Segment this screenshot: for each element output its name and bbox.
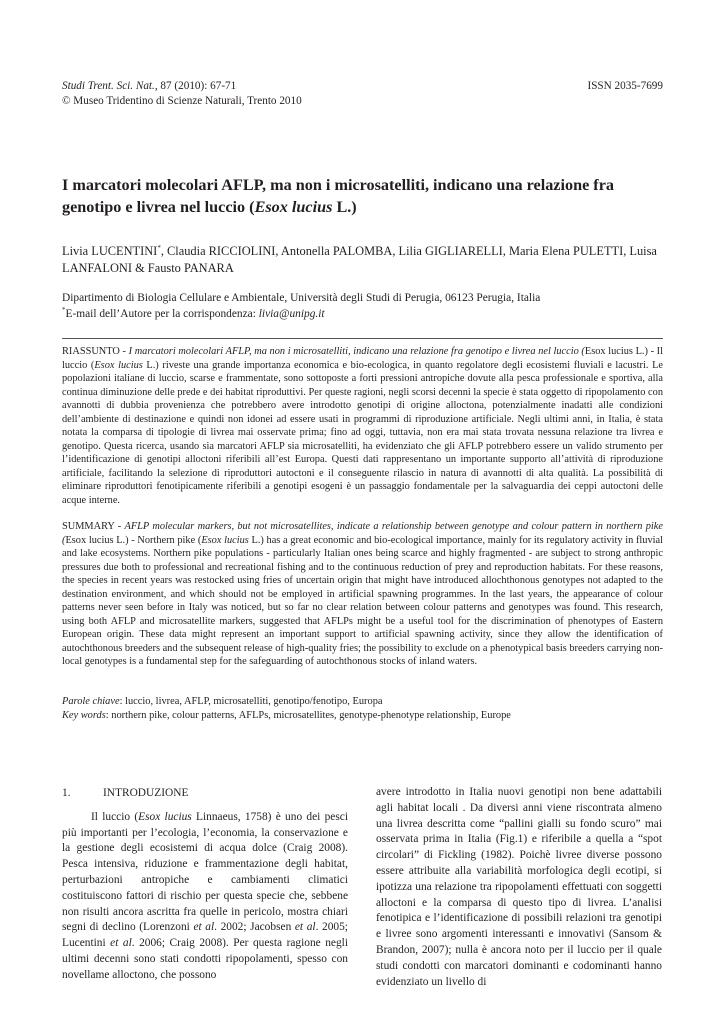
department: Dipartimento di Biologia Cellulare e Ambientale, Università degli Studi di Perugia, 06123 Perugia, Italia: [62, 292, 541, 304]
riassunto: RIASSUNTO - I marcatori molecolari AFLP, ma non i microsatelliti, indicano una relazione fra genotipo e livrea nel luccio (Esox lucius L.) - Il luccio (Esox lucius L.) riveste una grande importanza economica e bio-ecologica, in quanto regolatore degli ecosistemi fluviali e lacustri. Le popolazioni italiane di luccio, scarse e frammentate, sono sottoposte a forti pressioni antropiche dovute alla pesca professionale e sportiva, alla continua diminuzione delle prede e dei habitat riproduttivi. Per queste ragioni, negli scorsi decenni la specie è stata oggetto di ripopolamento con avannotti di dubbia provenienza che potrebbero avere introdotto genotipi di origine alloctona, potenzialmente inadatti alle condizioni dell’ambiente di destinazione e quindi non idonei ad essere usati in programmi di riproduzione artificiale. Negli ultimi anni, in Italia, è stata notata la comparsa di tipologie di livrea mai osservate prima; fino ad oggi, tuttavia, non era mai stata trovata nessuna relazione tra livrea e genotipo. Questa ricerca, usando sia marcatori AFLP sia microsatelliti, ha evidenziato che gli AFLP potrebbero essere un valido strumento per l’identificazione di genotipi alloctoni riferibili all’est Europa. Questi dati rappresentano un importante supporto all’attività di riproduzione artificiale, facilitando la selezione di riproduttori autoctoni e il conseguente rilascio in natura di avannotti di alta qualità. La possibilità di eliminare riproduttori fenotipicamente riferibili a genotipi esogeni è un passaggio fondamentale per la salvaguardia dei ceppi autoctoni delle acque interne.: [62, 346, 663, 506]
copyright-line: © Museo Tridentino di Scienze Naturali, Trento 2010: [62, 95, 302, 107]
summary: SUMMARY - AFLP molecular markers, but not microsatellites, indicate a relationship between genotype and colour pattern in northern pike (Esox lucius L.) - Northern pike (Esox lucius L.) has a great economic and bio-ecological importance, mainly for its regulatory activity in fluvial and lake ecosystems. Northern pike populations - particularly Italian ones being scarce and highly fragmented - are subject to strong anthropic pressures due both to professional and recreational fishing and to the continuous reduction of prey and reproduction habitats. For these reasons, the species in recent years was restocked using fries of uncertain origin that might have introduced allochthonous genotypes not adapted to the destination environment, and which should not be employed in artificial spawning programmes. In the last years, the appearance of colour patterns never seen before in Italy was noticed, but so far no clear relation between colour patterns and genotypes was found. This research, using both AFLP and microsatellite markers, suggested that AFLPs might be a useful tool for the discrimination of phenotypes of Eastern European origin. These data might represent an important support to artificial spawning activity, since they allow the identification of autochthonous breeders and the subsequent release of high-quality fries; the possibility to exclude on a phenotypical basis breeders carrying non-local genotypes is a fundamental step for the safeguarding of autochthonous stocks of inland waters.: [62, 521, 663, 667]
keywords-en: Key words: northern pike, colour patterns, AFLPs, microsatellites, genotype-phenotype relationship, Europe: [62, 710, 511, 721]
volume-pages: , 87 (2010): 67-71: [154, 80, 237, 92]
section-number: 1.: [62, 787, 71, 799]
section-title: INTRODUZIONE: [103, 787, 189, 799]
intro-paragraph-1: Il luccio (Esox lucius Linnaeus, 1758) è uno dei pesci più importanti per l’ecologia, l’economia, la conservazione e la gestione degli ecosistemi di acqua dolce (Craig 2008). Pesca intensiva, riduzione e frammentazione degli habitat, perturbazioni antropiche e cambiamenti climatici costituiscono fattori di rischio per questa specie che, sebbene non risulti ancora ascritta fra quelle in pericolo, mostra chiari segni di declino (Lorenzoni et al. 2002; Jacobsen et al. 2005; Lucentini et al. 2006; Craig 2008). Per questa ragione negli ultimi decenni sono stati condotti ripopolamenti, spesso con novellame alloctono, che possono: [62, 810, 349, 981]
summary-label: SUMMARY -: [62, 521, 125, 532]
first-author: Livia LUCENTINI: [62, 244, 158, 258]
header-divider: [62, 338, 663, 339]
corresponding-asterisk: *: [157, 243, 161, 252]
section-heading: [62, 786, 348, 802]
body-column-right: [376, 785, 662, 990]
journal-citation: [62, 78, 236, 94]
riassunto-label: RIASSUNTO -: [62, 346, 129, 357]
journal-name: Studi Trent. Sci. Nat.: [62, 80, 155, 92]
body-column-left: [62, 786, 348, 984]
affiliation: [62, 290, 672, 322]
title-species: Esox lucius: [254, 198, 333, 216]
intro-paragraph-2: avere introdotto in Italia nuovi genotipi non bene adattabili agli habitat locali . Da diversi anni viene riscontrata almeno una livrea descritta come “pallini gialli su fondo scuro” mai osservata prima in Italia (Fig.1) e riferibile a quella a “spot circolari” di Fickling (1982). Poichè livree diverse possono essere attribuite alla variabilità morfologica degli ecotipi, si ipotizza una relazione tra ripopolamenti effettuati con soggetti alloctoni e la comparsa di questo tipo di livrea. L’analisi fenotipica e l’identificazione di possibili relazioni tra genotipi e livree sono argomenti interessanti e innovativi (Sansom & Brandon, 2007); nulla è ancora noto per il luccio per il quale studi condotti con marcatori dominanti e codominanti hanno evidenziato un livello di: [376, 786, 662, 988]
article-title: I marcatori molecolari AFLP, ma non i microsatelliti, indicano una relazione fra genotipo e livrea nel luccio (Esox lucius L.): [62, 176, 614, 216]
issn: ISSN 2035-7699: [587, 80, 663, 92]
author-list: Livia LUCENTINI*, Claudia RICCIOLINI, Antonella PALOMBA, Lilia GIGLIARELLI, Maria Elena PULETTI, Luisa LANFALONI & Fausto PANARA: [62, 243, 657, 275]
keywords-it: Parole chiave: luccio, livrea, AFLP, microsatelliti, genotipo/fenotipo, Europa: [62, 696, 383, 707]
email-link[interactable]: livia@unipg.it: [258, 308, 325, 320]
correspondence: *E-mail dell’Autore per la corrispondenza: livia@unipg.it: [62, 306, 325, 320]
